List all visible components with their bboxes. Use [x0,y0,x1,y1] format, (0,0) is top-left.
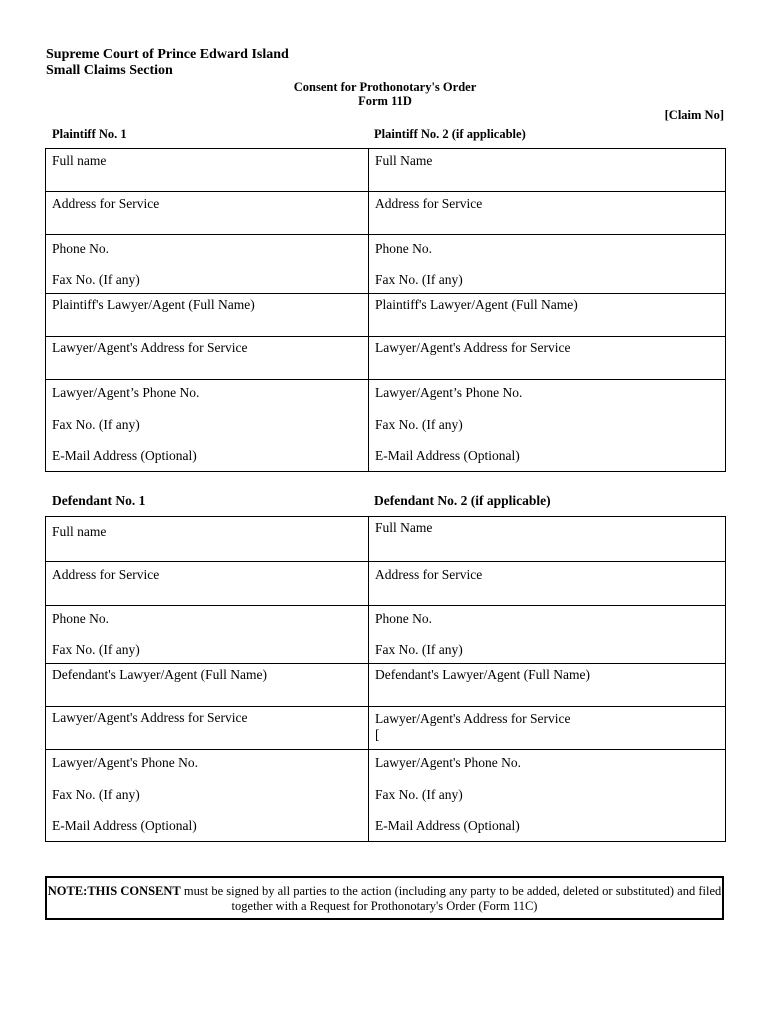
defendant2-address-field[interactable] [369,562,726,606]
plaintiff2-lawyer-field[interactable] [369,294,726,337]
court-name [46,47,289,79]
defendant1-full-name-field[interactable] [46,517,369,562]
field-label: Fax No. (If any) [52,417,140,432]
note-lead: NOTE:THIS CONSENT [47,884,181,898]
field-label: Phone No. [52,611,109,626]
defendant1-lawyer-address-field[interactable] [46,707,369,750]
defendant2-heading: Defendant No. 2 (if applicable) [374,493,551,508]
field-label: Fax No. (If any) [375,272,463,287]
field-label: Lawyer/Agent’s Phone No. [375,385,523,400]
field-label: Lawyer/Agent's Address for Service [52,340,248,355]
defendant1-lawyer-field[interactable] [46,664,369,707]
field-label: Phone No. [52,241,109,256]
field-label: Full name [52,153,107,168]
defendants-table [45,516,726,842]
field-label: Fax No. (If any) [375,787,463,802]
field-label: E-Mail Address (Optional) [52,818,197,833]
field-label: Address for Service [52,567,160,582]
claim-number: [Claim No] [664,108,724,122]
plaintiff2-lawyer-contact-field[interactable] [369,380,726,472]
field-label: Lawyer/Agent's Phone No. [52,755,199,770]
field-label: Full Name [375,520,433,535]
defendant1-address-field[interactable] [46,562,369,606]
field-label: Phone No. [375,611,432,626]
field-label: Fax No. (If any) [375,642,463,657]
field-label: Lawyer/Agent's Address for Service [375,340,571,355]
field-label: Plaintiff's Lawyer/Agent (Full Name) [375,297,578,312]
field-label: Lawyer/Agent's Address for Service [375,711,571,726]
plaintiff1-phone-fax-field[interactable] [46,235,369,294]
defendant1-phone-fax-field[interactable] [46,606,369,664]
plaintiff2-heading: Plaintiff No. 2 (if applicable) [374,127,526,141]
court-line2: Small Claims Section [46,63,173,78]
field-label: Defendant's Lawyer/Agent (Full Name) [375,667,590,682]
field-label: Full Name [375,153,433,168]
field-label: E-Mail Address (Optional) [375,448,520,463]
field-label: Defendant's Lawyer/Agent (Full Name) [52,667,267,682]
defendant2-lawyer-address-field[interactable] [369,707,726,750]
field-label: Fax No. (If any) [375,417,463,432]
plaintiff1-lawyer-address-field[interactable] [46,337,369,380]
field-label: Fax No. (If any) [52,272,140,287]
field-label: E-Mail Address (Optional) [375,818,520,833]
field-label: Lawyer/Agent’s Phone No. [52,385,200,400]
plaintiff1-heading: Plaintiff No. 1 [52,127,127,141]
plaintiffs-table [45,148,726,472]
defendant2-lawyer-field[interactable] [369,664,726,707]
defendant2-full-name-field[interactable] [369,517,726,562]
form-title: Consent for Prothonotary's Order [293,80,477,94]
court-line1: Supreme Court of Prince Edward Island [46,47,289,62]
plaintiff2-phone-fax-field[interactable] [369,235,726,294]
field-label: Lawyer/Agent's Phone No. [375,755,522,770]
field-label: Full name [52,524,107,539]
plaintiff2-lawyer-address-field[interactable] [369,337,726,380]
defendant1-heading: Defendant No. 1 [52,493,146,508]
plaintiff1-address-field[interactable] [46,192,369,235]
field-label: Address for Service [375,196,483,211]
field-label: Address for Service [375,567,483,582]
field-label: Phone No. [375,241,432,256]
field-label: Address for Service [52,196,160,211]
plaintiff1-lawyer-field[interactable] [46,294,369,337]
field-label: Fax No. (If any) [52,787,140,802]
form-number: Form 11D [358,94,412,108]
field-label: Fax No. (If any) [52,642,140,657]
plaintiff2-address-field[interactable] [369,192,726,235]
note-text: must be signed by all parties to the action (including any party to be added, deleted or substituted) and filed together with a Request for Prothonotary's Order (Form 11C) [180,884,722,913]
defendant2-phone-fax-field[interactable] [369,606,726,664]
field-label: E-Mail Address (Optional) [52,448,197,463]
field-extra: [ [375,727,380,742]
defendant1-lawyer-contact-field[interactable] [46,750,369,842]
defendant2-lawyer-contact-field[interactable] [369,750,726,842]
consent-note [45,876,724,920]
plaintiff2-full-name-field[interactable] [369,149,726,192]
field-label: Lawyer/Agent's Address for Service [52,710,248,725]
plaintiff1-lawyer-contact-field[interactable] [46,380,369,472]
field-label: Plaintiff's Lawyer/Agent (Full Name) [52,297,255,312]
plaintiff1-full-name-field[interactable] [46,149,369,192]
